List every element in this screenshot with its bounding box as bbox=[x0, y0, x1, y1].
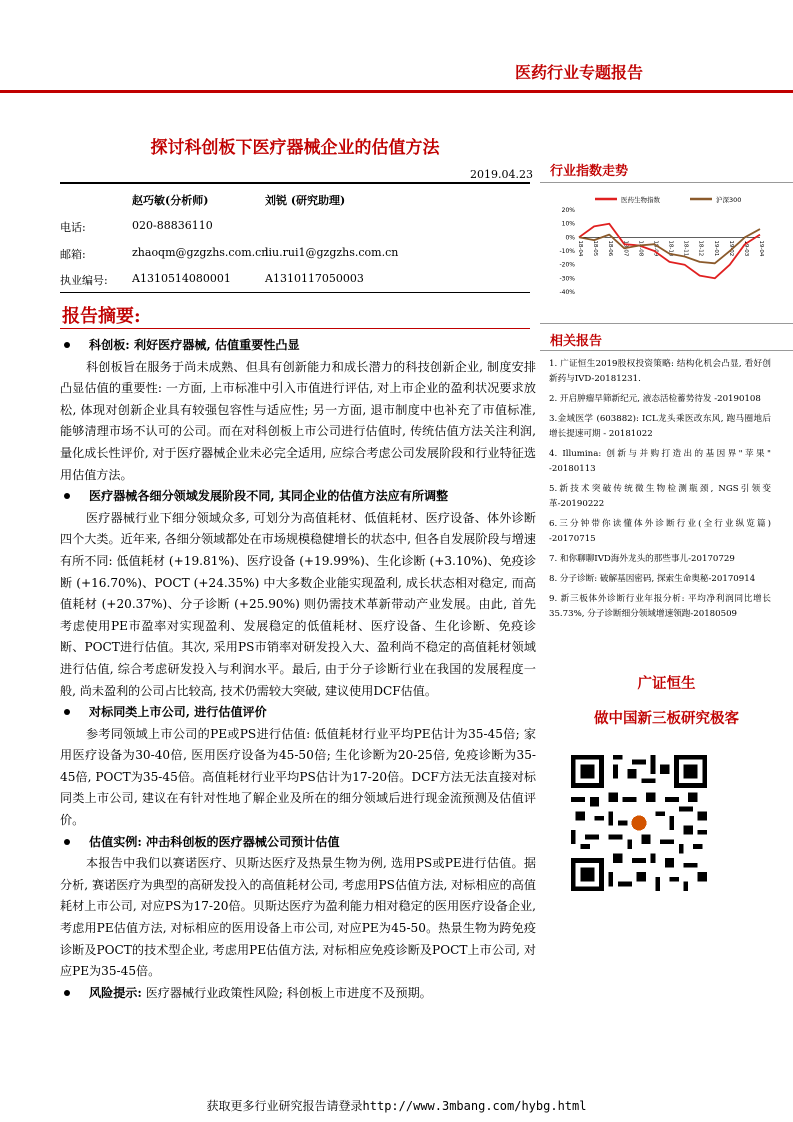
bullet-2: 医疗器械各细分领域发展阶段不同, 其同企业的估值方法应有所调整 bbox=[60, 486, 536, 508]
y-tick-label: -40% bbox=[559, 289, 575, 296]
phone-label: 电话: bbox=[60, 221, 86, 234]
y-tick-label: 20% bbox=[561, 207, 575, 214]
abstract-heading: 报告摘要: bbox=[62, 306, 141, 327]
y-tick-label: 0% bbox=[565, 234, 575, 242]
email-analyst[interactable]: zhaoqm@gzgzhs.com.cn bbox=[132, 246, 269, 259]
report-link[interactable]: 6.三分钟带你读懂体外诊断行业(全行业纵览篇) -20170715 bbox=[549, 519, 771, 544]
report-link[interactable]: 8. 分子诊断: 破解基因密码, 探索生命奥秘-20170914 bbox=[549, 574, 756, 584]
footer-link[interactable]: 获取更多行业研究报告请登录http://www.3mbang.com/hybg.html bbox=[206, 1099, 587, 1113]
phone-value: 020-88836110 bbox=[132, 219, 213, 232]
bullet-risk bbox=[60, 983, 536, 1005]
x-tick-label: 19-01 bbox=[712, 240, 719, 257]
legend-label: 医药生物指数 bbox=[621, 196, 660, 204]
page-title: 探讨科创板下医疗器械企业的估值方法 bbox=[150, 138, 440, 158]
x-tick-label: 19-04 bbox=[758, 240, 764, 257]
email-assistant[interactable]: liu.rui1@gzgzhs.com.cn bbox=[265, 246, 399, 259]
report-link[interactable]: 2. 开启肿瘤早筛新纪元, 液态活检蓄势待发 -20190108 bbox=[549, 394, 761, 404]
x-tick-label: 19-02 bbox=[727, 240, 734, 257]
license-analyst: A1310514080001 bbox=[132, 272, 231, 285]
x-tick-label: 18-06 bbox=[607, 240, 614, 257]
license-label: 执业编号: bbox=[60, 274, 108, 287]
x-tick-label: 18-09 bbox=[652, 240, 659, 257]
index-heading: 行业指数走势 bbox=[550, 164, 629, 179]
y-tick-label: 10% bbox=[561, 220, 575, 228]
x-tick-label: 18-08 bbox=[637, 240, 644, 257]
paragraph-4: 本报告中我们以赛诺医疗、贝斯达医疗及热景生物为例, 选用PS或PE进行估值。据分析, 赛诺医疗为典型的高研发投入的高值耗材公司, 考虑用PS估值方法, 对标相应的高值耗材上市公司, 对应PS为17-20倍。贝斯达医疗为盈利能力相对稳定的医用医疗设备企业, 考虑用PE估值方法, 对标相应的医用设备上市公司, 对应PE为45-50。热景生物为跨免疫诊断及POCT的技术型企业, 考虑用PE估值方法, 对标相应免疫诊断及POCT上市公司, 对应PE为35-45倍。 bbox=[60, 856, 536, 979]
bullet-1: 科创板: 利好医疗器械, 估值重要性凸显 bbox=[60, 335, 536, 357]
paragraph-3: 参考同领域上市公司的PE或PS进行估值: 低值耗材行业平均PE估计为35-45倍; 家用医疗设备为30-40倍, 医用医疗设备为45-50倍; 生化诊断为20-25倍, 免疫诊断为35-45倍, POCT为35-45倍。高值耗材行业平均PS估计为17-20倍。DCF方法无法直接对标同类上市公司, 建议在有针对性地了解企业及所在的细分领域后进行现金流预测及估值评价。 bbox=[60, 726, 536, 828]
related-rule bbox=[540, 350, 793, 351]
brand-name: 广证恒生 bbox=[637, 675, 696, 692]
authors-rule bbox=[60, 292, 530, 293]
paragraph-1: 科创板旨在服务于尚未成熟、但具有创新能力和成长潜力的科技创新企业, 制度安排凸显估值的重要性: 一方面, 上市标准中引入市值进行评估, 对上市企业的盈利状况要求放松, 体现对创新企业具有较强包容性与适应性; 另一方面, 退市制度中也补充了市值标准, 能够清理市场不认可的公司。而在对科创板上市公司进行估值时, 传统估值方法关注利润, 量化成长性评价, 对于医疗器械企业未必完全适用, 应综合考虑公司发展阶段和行业特征选用估值方法。 bbox=[60, 359, 536, 482]
x-tick-label: 18-04 bbox=[577, 240, 583, 257]
paragraph-2: 医疗器械行业下细分领域众多, 可划分为高值耗材、低值耗材、医疗设备、体外诊断四个大类。近年来, 各细分领域都处在市场规模稳健增长的状态中, 但各自发展阶段与增速有所不同: 低值耗材 (+19.81%)、医疗设备 (+19.99%)、生化诊断 (+3.10%)、免疫诊断 (+16.70%)、POCT (+24.35%) 中大多数企业能实现盈利, 成长状态相对稳定, 而高值耗材 (+20.37%)、分子诊断 (+25.90%) 则仍需技术革新带动产业发展。由此, 首先考虑使用PE市盈率对实现盈利、发展稳定的低值耗材、医疗设备、生化诊断、免疫诊断、POCT进行估值。其次, 采用PS市销率对研发投入大、盈利尚不稳定的高值耗材领域进行估值, 综合考虑研发投入与利润水平。最后, 由于分子诊断行业在我国的发展程度一般, 尚未盈利的公司占比较高, 技术仍需较大突破, 建议使用DCF估值。 bbox=[60, 510, 536, 698]
x-tick-label: 18-07 bbox=[622, 240, 629, 257]
risk-text: 医疗器械行业政策性风险; 科创板上市进度不及预期。 bbox=[141, 985, 432, 1000]
x-tick-label: 18-10 bbox=[667, 240, 674, 257]
legend-label: 沪深300 bbox=[716, 196, 742, 204]
report-link[interactable]: 7. 和你聊聊IVD海外龙头的那些事儿-20170729 bbox=[549, 554, 735, 564]
report-date: 2019.04.23 bbox=[470, 168, 533, 181]
title-rule bbox=[60, 182, 530, 184]
abstract-body bbox=[60, 335, 536, 1004]
y-tick-label: -30% bbox=[559, 275, 575, 283]
y-tick-label: -20% bbox=[559, 261, 575, 269]
bullet-3: 对标同类上市公司, 进行估值评价 bbox=[60, 702, 536, 724]
related-heading: 相关报告 bbox=[550, 334, 603, 349]
email-label: 邮箱: bbox=[60, 248, 86, 261]
header-rule bbox=[0, 90, 793, 93]
report-link[interactable]: 4. Illumina: 创新与并购打造出的基因界"苹果" -20180113 bbox=[549, 449, 771, 474]
report-link[interactable]: 3.金域医学 (603882): ICL龙头乘医改东风, 跑马圈地后增长提速可期 - 20181022 bbox=[549, 414, 771, 439]
bullet-4: 估值实例: 冲击科创板的医疗器械公司预计估值 bbox=[60, 832, 536, 854]
doc-type: 医药行业专题报告 bbox=[515, 63, 644, 82]
analyst-name: 赵巧敏(分析师) bbox=[132, 194, 209, 207]
related-reports bbox=[549, 357, 771, 627]
risk-label: 风险提示: bbox=[89, 985, 142, 1000]
abstract-rule bbox=[60, 328, 530, 329]
index-chart bbox=[545, 190, 770, 302]
related-top-rule bbox=[540, 323, 793, 324]
report-link[interactable]: 5.新技术突破传统微生物检测瓶颈, NGS引领变革-20190222 bbox=[549, 484, 771, 509]
x-tick-label: 18-11 bbox=[682, 240, 689, 257]
report-link[interactable]: 1. 广证恒生2019股权投资策略: 结构化机会凸显, 看好创新药与IVD-20181231. bbox=[549, 359, 771, 384]
report-link[interactable]: 9. 新三板体外诊断行业年报分析: 平均净利润同比增长35.73%, 分子诊断细分领域增速领跑-20180509 bbox=[549, 594, 771, 619]
qr-code-icon bbox=[571, 755, 707, 891]
x-tick-label: 18-12 bbox=[697, 240, 704, 257]
assistant-name: 刘锐 (研究助理) bbox=[265, 194, 346, 207]
x-tick-label: 19-03 bbox=[742, 240, 749, 257]
index-rule bbox=[540, 182, 793, 183]
license-assistant: A1310117050003 bbox=[265, 272, 364, 285]
x-tick-label: 18-05 bbox=[592, 240, 599, 257]
brand-slogan: 做中国新三板研究极客 bbox=[594, 710, 739, 727]
y-tick-label: -10% bbox=[559, 248, 575, 255]
